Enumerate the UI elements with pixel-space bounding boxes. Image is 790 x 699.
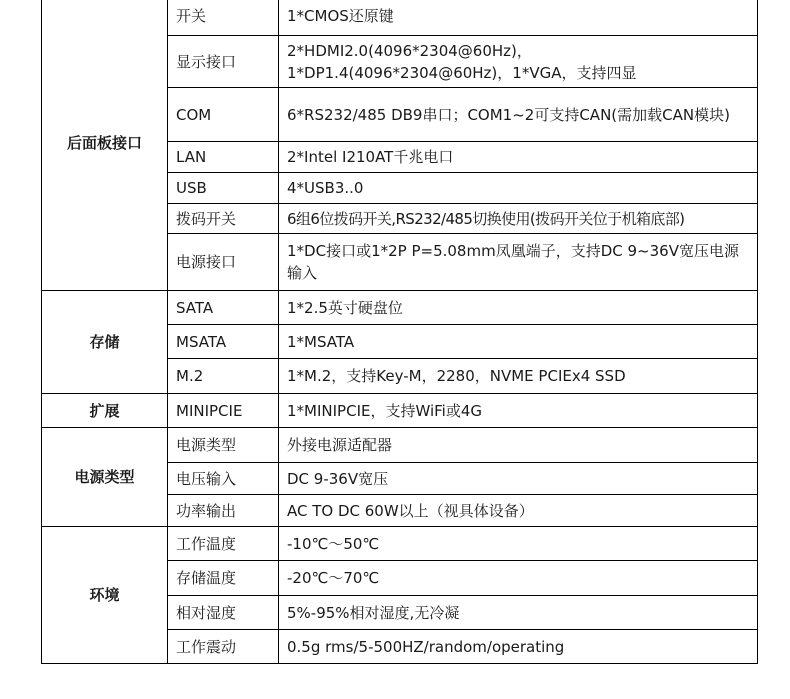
table-row <box>42 0 758 36</box>
spec-value: 1*2.5英寸硬盘位 <box>279 291 758 325</box>
spec-key: COM <box>168 88 279 142</box>
spec-key: MINIPCIE <box>168 394 279 428</box>
spec-key: 工作温度 <box>168 527 279 561</box>
spec-value: 6*RS232/485 DB9串口；COM1~2可支持CAN(需加载CAN模块) <box>279 88 758 142</box>
table-row <box>42 291 758 325</box>
spec-value: 外接电源适配器 <box>279 428 758 463</box>
spec-table <box>41 0 758 664</box>
spec-value: 0.5g rms/5-500HZ/random/operating <box>279 630 758 664</box>
spec-key: 存储温度 <box>168 561 279 596</box>
spec-value: -10℃～50℃ <box>279 527 758 561</box>
spec-value: 6组6位拨码开关,RS232/485切换使用(拨码开关位于机箱底部) <box>279 204 758 234</box>
spec-key: 显示接口 <box>168 36 279 88</box>
spec-value: -20℃～70℃ <box>279 561 758 596</box>
table-row <box>42 428 758 463</box>
table-row <box>42 527 758 561</box>
spec-key: LAN <box>168 142 279 173</box>
spec-value: 1*DC接口或1*2P P=5.08mm凤凰端子，支持DC 9~36V宽压电源输入 <box>279 234 758 291</box>
spec-value: 1*M.2，支持Key-M，2280，NVME PCIEx4 SSD <box>279 359 758 394</box>
spec-value: 5%-95%相对湿度,无冷凝 <box>279 596 758 630</box>
spec-value: 1*MINIPCIE，支持WiFi或4G <box>279 394 758 428</box>
spec-key: 电源类型 <box>168 428 279 463</box>
spec-value: 2*Intel I210AT千兆电口 <box>279 142 758 173</box>
spec-value: 4*USB3..0 <box>279 173 758 204</box>
category-cell: 环境 <box>42 527 168 664</box>
spec-key: 工作震动 <box>168 630 279 664</box>
category-cell: 存储 <box>42 291 168 394</box>
spec-key: MSATA <box>168 325 279 359</box>
spec-key: M.2 <box>168 359 279 394</box>
table-row <box>42 394 758 428</box>
spec-value: AC TO DC 60W以上（视具体设备） <box>279 495 758 527</box>
spec-key: 拨码开关 <box>168 204 279 234</box>
spec-key: 电源接口 <box>168 234 279 291</box>
category-cell: 扩展 <box>42 394 168 428</box>
spec-key: 功率输出 <box>168 495 279 527</box>
spec-value: DC 9-36V宽压 <box>279 463 758 495</box>
spec-key: 相对湿度 <box>168 596 279 630</box>
spec-value: 2*HDMI2.0(4096*2304@60Hz)，1*DP1.4(4096*2304@60Hz)，1*VGA，支持四显 <box>279 36 758 88</box>
spec-key: SATA <box>168 291 279 325</box>
spec-value: 1*CMOS还原键 <box>279 0 758 36</box>
spec-key: 电压输入 <box>168 463 279 495</box>
spec-value: 1*MSATA <box>279 325 758 359</box>
spec-key: 开关 <box>168 0 279 36</box>
category-cell: 后面板接口 <box>42 0 168 291</box>
category-cell: 电源类型 <box>42 428 168 527</box>
spec-key: USB <box>168 173 279 204</box>
